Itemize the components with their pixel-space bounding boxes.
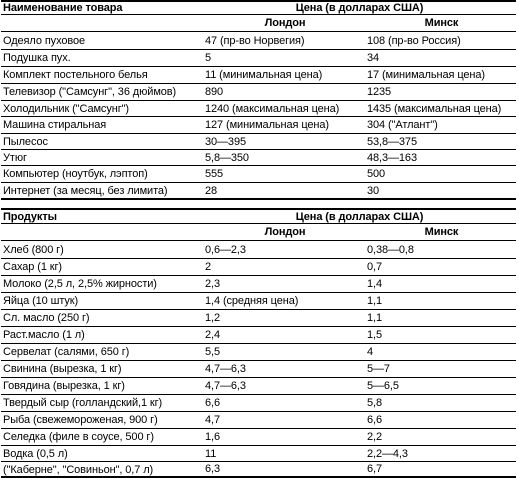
goods-minsk: 34: [367, 52, 380, 64]
food-london: 6,6: [205, 397, 220, 409]
food-london: 5,5: [205, 346, 220, 358]
table-row: [1, 259, 516, 276]
food-london: 11: [205, 447, 217, 460]
goods-london: 5: [205, 52, 212, 64]
goods-london: 11 (минимальная цена): [205, 69, 323, 81]
goods-london: 47 (пр-во Норвегия): [205, 34, 305, 47]
goods-minsk: 30: [367, 184, 380, 197]
food-london: 6,3: [205, 463, 220, 475]
goods-header-item: Наименование товара: [3, 2, 123, 14]
table-row: [1, 327, 516, 344]
table-row: [1, 32, 516, 50]
table-row: [1, 150, 516, 166]
food-item: Говядина (вырезка, 1 кг): [3, 380, 125, 392]
food-london: 2,4: [205, 329, 220, 341]
goods-minsk: 500: [367, 168, 386, 180]
food-minsk: 6,7: [367, 463, 382, 475]
table-row: [1, 166, 516, 183]
food-item: Яйца (10 штук): [3, 295, 79, 307]
food-item: [1, 464, 203, 476]
food-minsk: 6,6: [367, 414, 382, 426]
food-london: 1,6: [205, 431, 220, 443]
food-item: Хлеб (800 г): [3, 243, 64, 256]
food-london: 0,6—2,3: [205, 243, 246, 256]
goods-item: Телевизор ("Самсунг", 36 дюймов): [3, 86, 177, 98]
goods-london: 1240 (максимальная цена): [205, 102, 340, 115]
food-header-row: [1, 208, 516, 224]
table-row: [1, 446, 516, 462]
table-row: [1, 395, 516, 412]
goods-london: 555: [205, 168, 224, 180]
goods-minsk: 304 ("Атлант"): [367, 119, 438, 131]
goods-item: Утюг: [3, 151, 27, 164]
food-item-line2: ("Каберне", "Совиньон", 0,7 л): [3, 464, 154, 476]
food-minsk: 0,38—0,8: [367, 243, 414, 256]
goods-col-minsk: Минск: [424, 17, 459, 29]
food-header-price: Цена (в долларах США): [295, 210, 424, 223]
food-minsk: 0,7: [367, 261, 382, 273]
food-item: Сервелат (салями, 650 г): [3, 346, 130, 358]
food-minsk: 5—6,5: [367, 380, 399, 392]
food-col-london: Лондон: [264, 226, 306, 238]
table-row: [1, 183, 516, 200]
food-minsk: 5—7: [367, 363, 390, 375]
table-row: [1, 378, 516, 395]
goods-minsk: 17 (минимальная цена): [367, 69, 485, 81]
table-row: [1, 67, 516, 84]
table-row: [1, 293, 516, 310]
goods-item: Подушка пух.: [3, 52, 71, 64]
table-row: [1, 241, 516, 259]
goods-item: Интернет (за месяц, без лимита): [3, 184, 168, 197]
food-item: Свинина (вырезка, 1 кг): [3, 363, 122, 375]
food-minsk: 1,1: [367, 312, 382, 324]
table-row: [1, 344, 516, 361]
food-item: Твердый сыр (голландский,1 кг): [3, 397, 163, 409]
goods-item: Холодильник ("Самсунг"): [3, 102, 129, 115]
food-london: 4,7—6,3: [205, 380, 246, 392]
food-london: 1,4 (средняя цена): [205, 295, 299, 307]
food-minsk: 5,8: [367, 397, 382, 409]
goods-minsk: 53,8—375: [367, 135, 417, 148]
table-row: [1, 462, 516, 478]
food-item: Водка (0,5 л): [3, 447, 68, 460]
table-row: [1, 84, 516, 101]
table-row: [1, 134, 516, 150]
food-item: Рыба (свежемороженая, 900 г): [3, 414, 158, 426]
food-minsk: 1,4: [367, 278, 382, 290]
table-row: [1, 361, 516, 378]
food-item: Раст.масло (1 л): [3, 329, 85, 341]
food-minsk: 1,1: [367, 295, 382, 307]
food-minsk: 4: [367, 346, 374, 358]
goods-london: 127 (минимальная цена): [205, 119, 329, 131]
food-minsk: 2,2: [367, 431, 382, 443]
food-london: 2: [205, 261, 212, 273]
food-london: 1,2: [205, 312, 220, 324]
table-row: [1, 310, 516, 327]
goods-minsk: 1435 (максимальная цена): [367, 102, 502, 115]
goods-col-london: Лондон: [264, 17, 306, 29]
food-london: 2,3: [205, 278, 220, 290]
food-item: Сл. масло (250 г): [3, 312, 90, 324]
goods-london: 890: [205, 86, 224, 98]
food-header-item: Продукты: [3, 210, 57, 223]
table-row: [1, 50, 516, 67]
goods-item: Машина стиральная: [3, 119, 107, 131]
table-row: [1, 412, 516, 429]
table-row: [1, 117, 516, 134]
table-row: [1, 429, 516, 446]
table-row: [1, 276, 516, 293]
goods-minsk: 48,3—163: [367, 151, 417, 164]
goods-minsk: 1235: [367, 86, 392, 98]
goods-item: Компьютер (ноутбук, лэптоп): [3, 168, 148, 180]
table-row: [1, 101, 516, 117]
goods-subheader-row: [1, 15, 516, 32]
goods-header-price: Цена (в долларах США): [295, 2, 424, 14]
food-minsk: 2,2—4,3: [367, 447, 408, 460]
goods-item: Одеяло пуховое: [3, 34, 86, 47]
goods-minsk: 108 (пр-во Россия): [367, 34, 461, 47]
goods-item: Комплект постельного белья: [3, 69, 148, 81]
food-london: 4,7—6,3: [205, 363, 246, 375]
food-subheader-row: [1, 224, 516, 241]
food-col-minsk: Минск: [424, 226, 459, 238]
food-item: Сахар (1 кг): [3, 261, 62, 273]
food-item: Селедка (филе в соусе, 500 г): [3, 431, 154, 443]
goods-item: Пылесос: [3, 135, 48, 148]
food-london: 4,7: [205, 414, 220, 426]
goods-london: 30—395: [205, 135, 246, 148]
food-item: Молоко (2,5 л, 2,5% жирности): [3, 278, 157, 290]
goods-london: 5,8—350: [205, 151, 249, 164]
food-minsk: 1,5: [367, 329, 382, 341]
goods-header-row: [1, 0, 516, 15]
goods-london: 28: [205, 184, 218, 197]
